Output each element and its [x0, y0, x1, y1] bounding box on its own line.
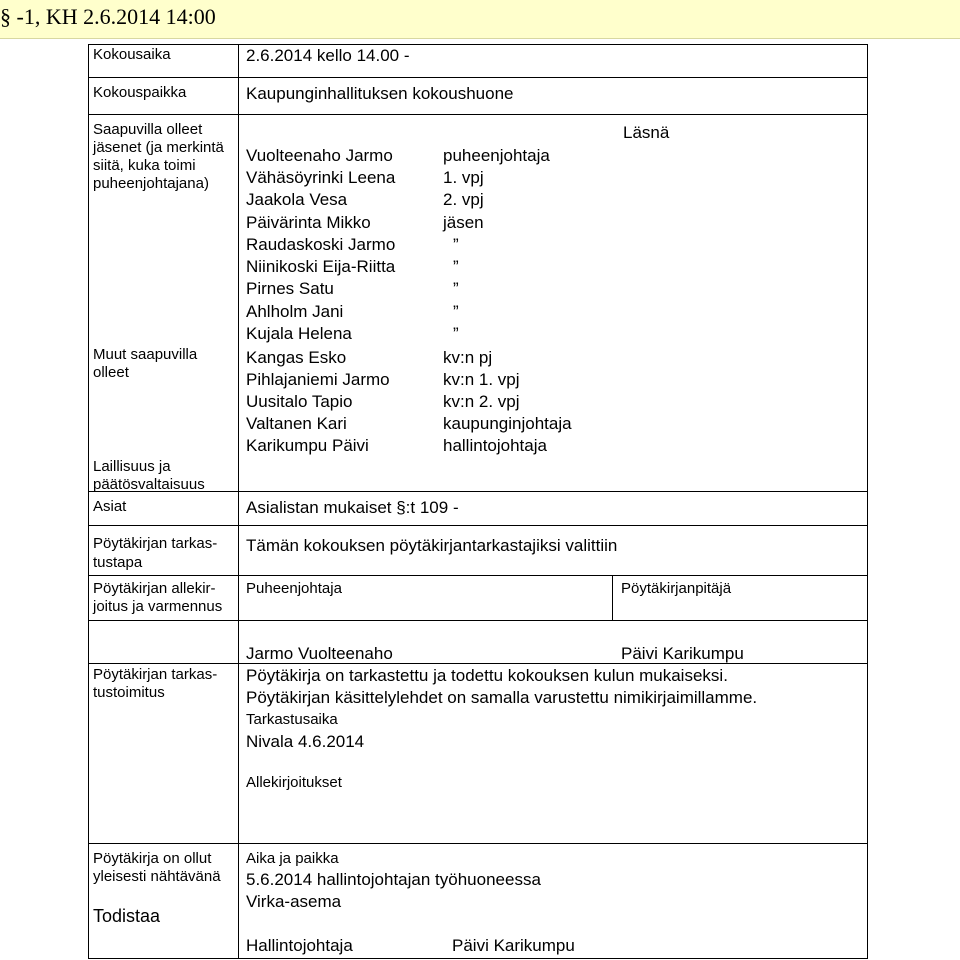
other-name: Kangas Esko — [246, 348, 347, 367]
attendees-label-line: Saapuvilla olleet — [93, 121, 203, 138]
rule-asiat — [88, 525, 868, 526]
kokousaika-value: 2.6.2014 kello 14.00 - — [246, 46, 410, 65]
tarkastusaika-label: Tarkastusaika — [246, 711, 338, 728]
aika-ja-paikka-value: 5.6.2014 hallintojohtajan työhuoneessa — [246, 870, 541, 889]
rule-top — [88, 44, 868, 45]
rule-kokouspaikka — [88, 114, 868, 115]
rule-nahtavana — [88, 843, 868, 844]
attendees-label-line: jäsenet (ja merkintä — [93, 139, 224, 156]
member-role: jäsen — [443, 213, 484, 232]
certifier-name: Päivi Karikumpu — [452, 936, 575, 955]
member-name: Niinikoski Eija-Riitta — [246, 257, 396, 276]
other-name: Uusitalo Tapio — [246, 392, 353, 411]
present-header: Läsnä — [623, 123, 670, 142]
aika-ja-paikka-label: Aika ja paikka — [246, 850, 339, 867]
member-role: ” — [453, 235, 459, 254]
rule-left — [88, 44, 89, 958]
laillisuus-label-line: päätösvaltaisuus — [93, 476, 205, 493]
member-name: Kujala Helena — [246, 324, 352, 343]
chair-label: Puheenjohtaja — [246, 580, 342, 597]
member-name: Pirnes Satu — [246, 279, 334, 298]
rule-tarkastustapa — [88, 575, 868, 576]
rule-laillisuus — [88, 491, 868, 492]
tarkastustapa-value: Tämän kokouksen pöytäkirjantarkastajiksi valittiin — [246, 536, 618, 555]
other-role: kv:n 2. vpj — [443, 392, 520, 411]
member-name: Päivärinta Mikko — [246, 213, 371, 232]
tarkastus-statement-2: Pöytäkirjan käsittelylehdet on samalla varustettu nimikirjaimillamme. — [246, 688, 758, 707]
member-name: Ahlholm Jani — [246, 302, 344, 321]
attendees-label-line: siitä, kuka toimi — [93, 157, 196, 174]
rule-bottom — [88, 958, 868, 959]
allekirjoitukset-label: Allekirjoitukset — [246, 774, 342, 791]
tarkastus-statement-1: Pöytäkirja on tarkastettu ja todettu kokouksen kulun mukaiseksi. — [246, 666, 728, 685]
member-name: Vähäsöyrinki Leena — [246, 168, 396, 187]
tarkastustoimitus-label-line: Pöytäkirjan tarkas- — [93, 666, 218, 683]
rule-kokousaika — [88, 77, 868, 78]
others-label-line: Muut saapuvilla — [93, 346, 198, 363]
laillisuus-label-line: Laillisuus ja — [93, 458, 171, 475]
rule-right — [867, 44, 868, 958]
rule-signature-divider — [612, 575, 613, 620]
secretary-label: Pöytäkirjanpitäjä — [621, 580, 732, 597]
section-title: § -1, KH 2.6.2014 14:00 — [0, 4, 216, 29]
tarkastustoimitus-label-line: tustoimitus — [93, 684, 165, 701]
member-name: Raudaskoski Jarmo — [246, 235, 396, 254]
member-role: puheenjohtaja — [443, 146, 550, 165]
kokouspaikka-label: Kokouspaikka — [93, 84, 187, 101]
other-role: hallintojohtaja — [443, 436, 547, 455]
member-role: ” — [453, 324, 459, 343]
rule-tarkastustoimitus — [88, 663, 868, 664]
member-role: 1. vpj — [443, 168, 484, 187]
member-role: ” — [453, 279, 459, 298]
other-role: kv:n pj — [443, 348, 493, 367]
asiat-label: Asiat — [93, 498, 127, 515]
others-label-line: olleet — [93, 364, 129, 381]
member-role: ” — [453, 257, 459, 276]
kokousaika-label: Kokousaika — [93, 46, 171, 63]
other-name: Valtanen Kari — [246, 414, 347, 433]
asiat-value: Asialistan mukaiset §:t 109 - — [246, 498, 459, 517]
other-role: kv:n 1. vpj — [443, 370, 520, 389]
tarkastustapa-label-line: tustapa — [93, 554, 143, 571]
nahtavana-label-line: yleisesti nähtävänä — [93, 868, 221, 885]
virka-asema-value: Hallintojohtaja — [246, 936, 353, 955]
other-role: kaupunginjohtaja — [443, 414, 572, 433]
chair-name: Jarmo Vuolteenaho — [246, 644, 393, 663]
tarkastustapa-label-line: Pöytäkirjan tarkas- — [93, 535, 218, 552]
member-role: ” — [453, 302, 459, 321]
secretary-name: Päivi Karikumpu — [621, 644, 744, 663]
other-name: Karikumpu Päivi — [246, 436, 369, 455]
rule-allekirjoitus — [88, 620, 868, 621]
member-name: Vuolteenaho Jarmo — [246, 146, 393, 165]
rule-label-divider — [238, 44, 239, 958]
todistaa-label: Todistaa — [93, 906, 161, 926]
tarkastusaika-value: Nivala 4.6.2014 — [246, 732, 365, 751]
attendees-label-line: puheenjohtajana) — [93, 175, 209, 192]
allekirjoitus-label-line: joitus ja varmennus — [93, 598, 223, 615]
virka-asema-label: Virka-asema — [246, 892, 342, 911]
allekirjoitus-label-line: Pöytäkirjan allekir- — [93, 580, 216, 597]
kokouspaikka-value: Kaupunginhallituksen kokoushuone — [246, 84, 514, 103]
member-name: Jaakola Vesa — [246, 190, 348, 209]
nahtavana-label-line: Pöytäkirja on ollut — [93, 850, 212, 867]
member-role: 2. vpj — [443, 190, 484, 209]
other-name: Pihlajaniemi Jarmo — [246, 370, 390, 389]
